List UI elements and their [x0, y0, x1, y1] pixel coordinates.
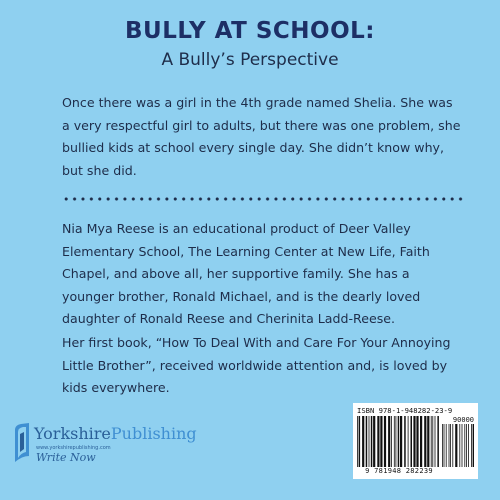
publisher-url: www.yorkshirepublishing.com [36, 445, 111, 451]
publisher-name-part1: Yorkshire [34, 424, 111, 443]
author-bio-paragraph: Nia Mya Reese is an educational product of Deer Valley Elementary School, The Learning Center at New Life, Faith Chapel, and above all, her supportive family. She has a younger brother, Ronald Michael, and is the dearly loved daughter of Ronald Reese and Cherinita Ladd-Reese. [62, 221, 430, 326]
dotted-divider [62, 197, 464, 201]
book-subtitle: A Bully’s Perspective [161, 50, 339, 70]
book-title: BULLY AT SCHOOL: [125, 18, 375, 44]
synopsis-paragraph: Once there was a girl in the 4th grade named Shelia. She was a very respectful girl to adults, but there was one problem, she bullied kids at school every single day. She didn’t know why, but she did. [62, 95, 461, 178]
publisher-mark-icon [12, 422, 32, 466]
publisher-name [34, 424, 197, 443]
publisher-logo [12, 422, 212, 472]
barcode-addon-bars [442, 424, 474, 467]
isbn-barcode [353, 403, 478, 479]
isbn-number: ISBN 978-1-948282-23-9 [357, 406, 453, 415]
publisher-name-part2: Publishing [110, 424, 197, 443]
author-first-book-paragraph: Her first book, “How To Deal With and Care For Your Annoying Little Brother”, received worldwide attention and, is loved by kids everywhere. [62, 335, 451, 395]
barcode-digits: 9 781948 282239 [365, 467, 433, 475]
price-code: 90000 [452, 416, 474, 424]
publisher-tagline: Write Now [36, 451, 96, 464]
barcode-bars [357, 416, 441, 467]
